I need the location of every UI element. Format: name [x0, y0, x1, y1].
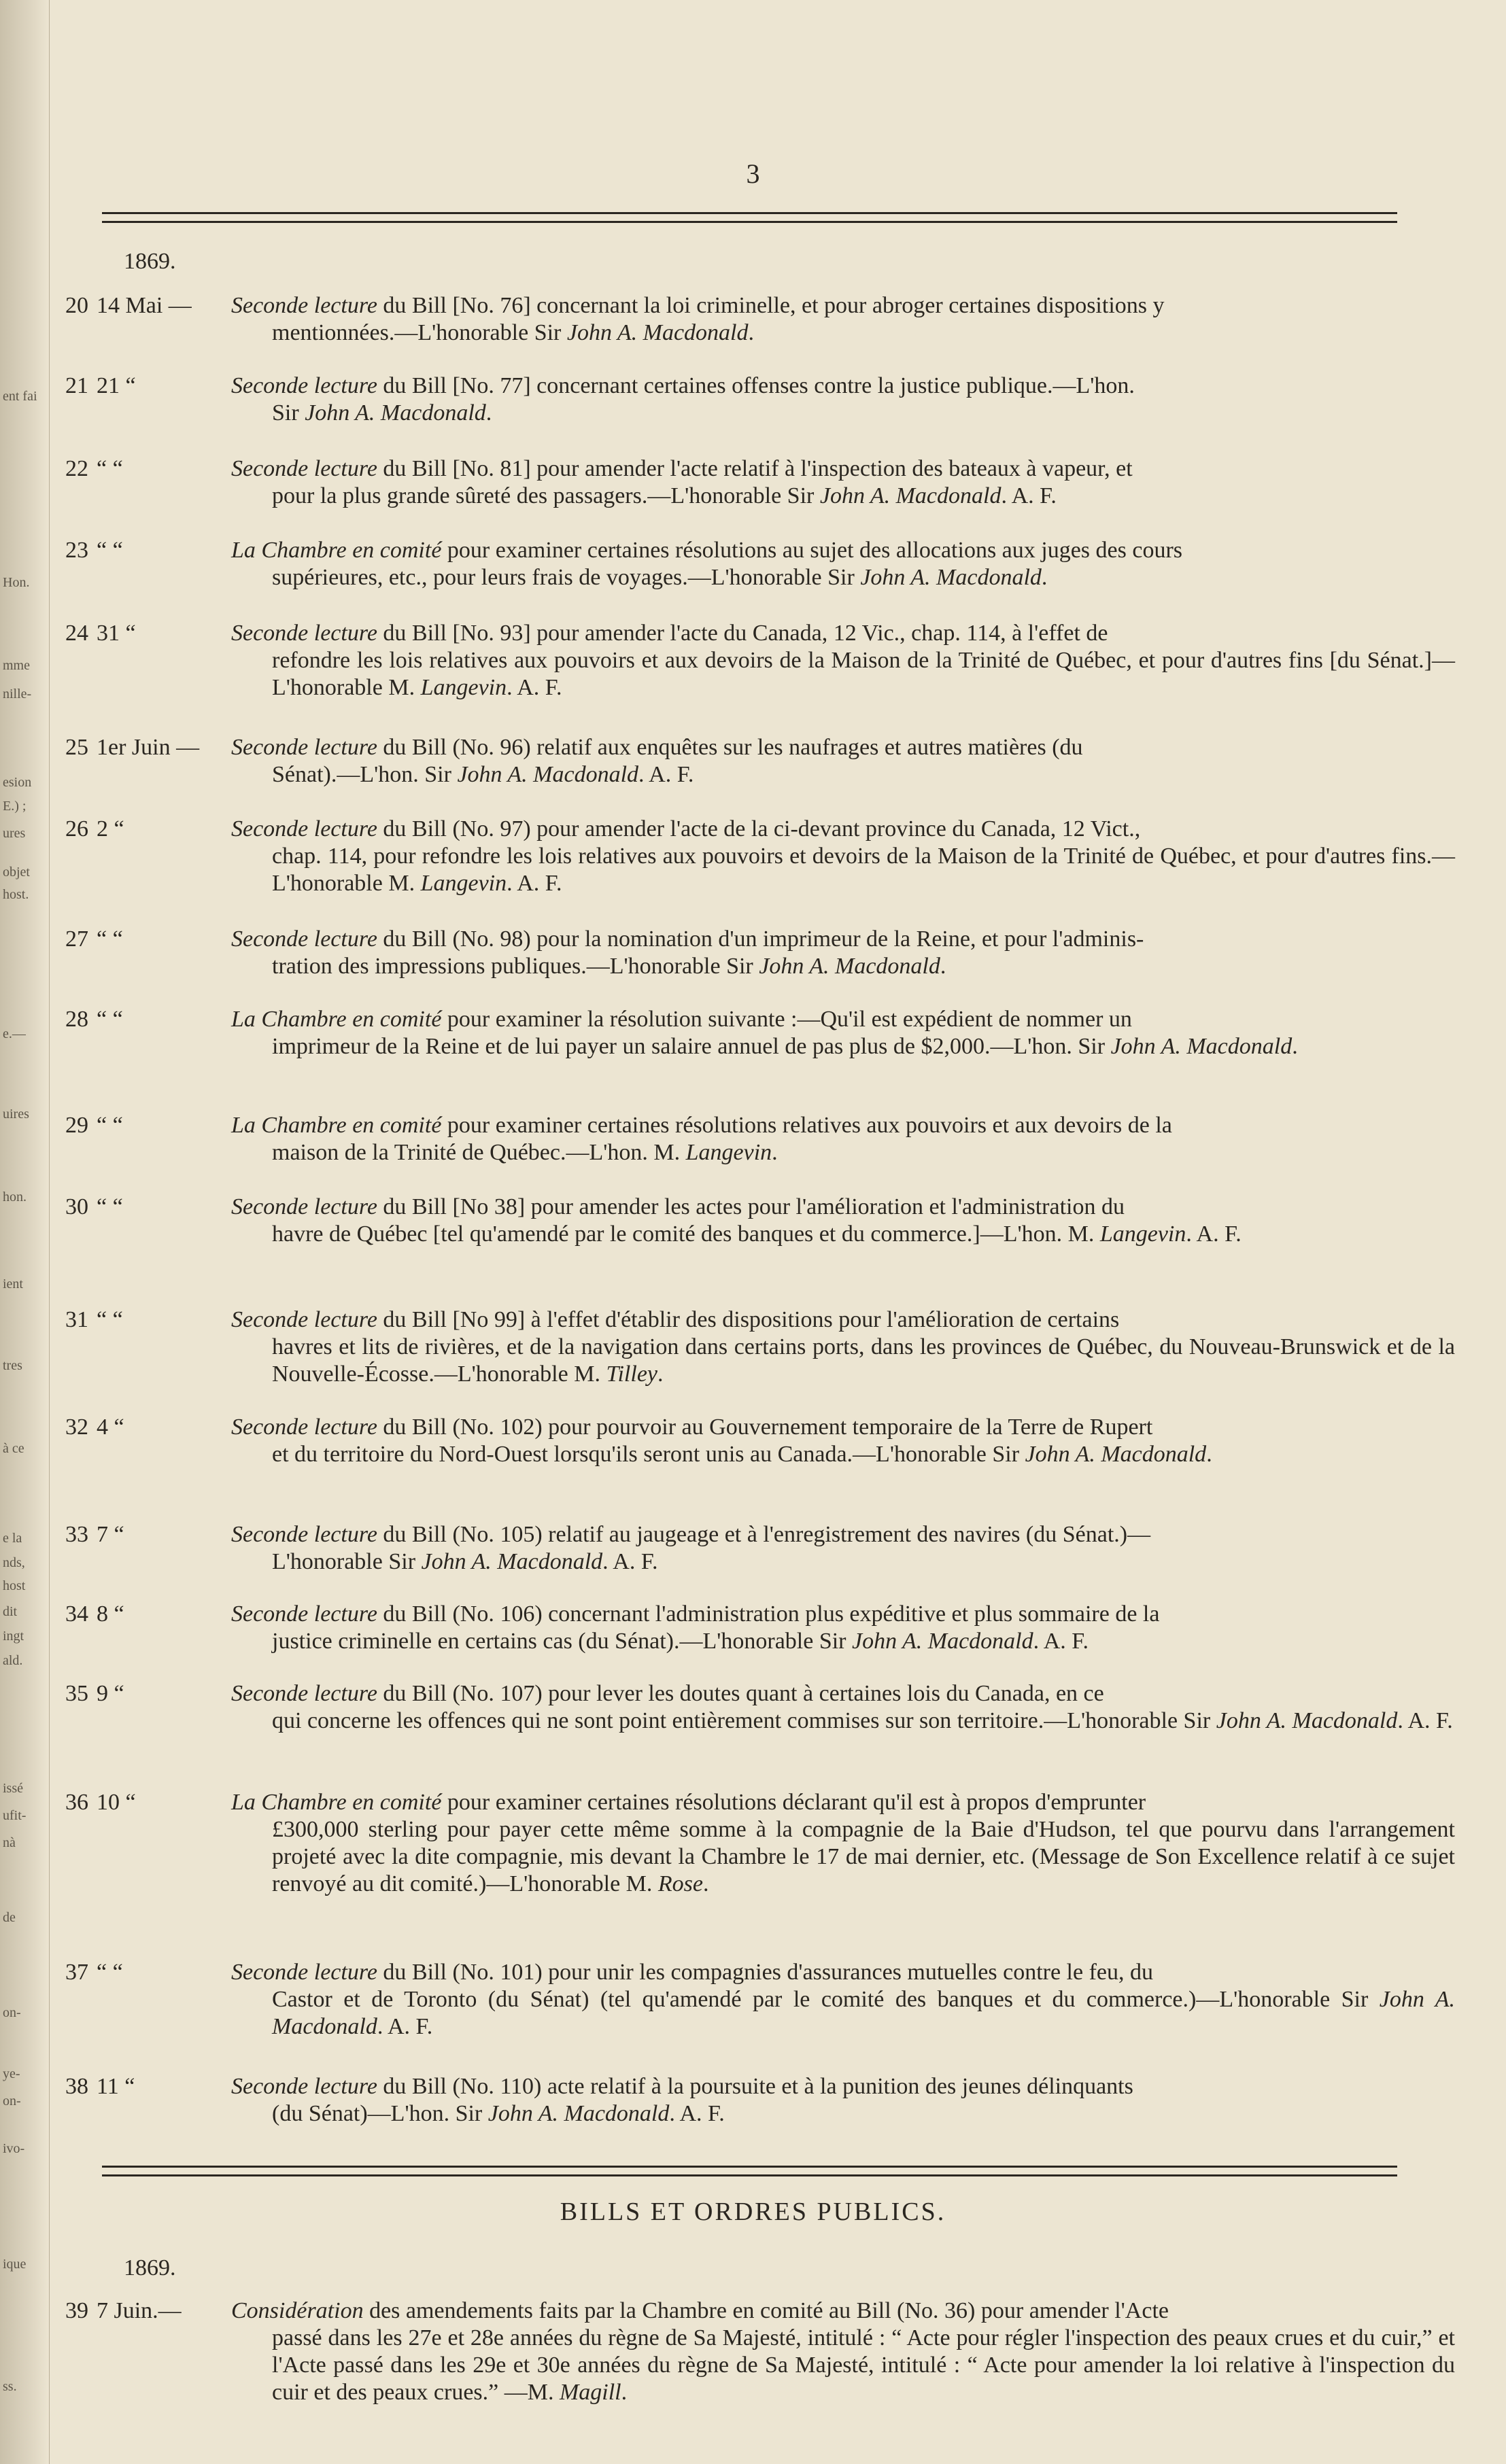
entry-date: “ “ — [97, 1960, 123, 1985]
entry-line-rest: (du Sénat)—L'hon. Sir — [272, 2101, 488, 2126]
entry-tail: . — [657, 1361, 664, 1387]
entry-lead: La Chambre en comité — [231, 1113, 442, 1138]
entry-lead: Seconde lecture — [231, 293, 377, 318]
entry-date: 10 “ — [97, 1790, 136, 1815]
entry-number: 21 — [65, 373, 88, 398]
entry-number: 22 — [65, 456, 88, 481]
gutter-fragment: ique — [3, 2257, 27, 2272]
entry-tail: . A. F. — [638, 762, 694, 787]
entry-lead: Seconde lecture — [231, 373, 377, 398]
entry-member-name: Langevin — [685, 1140, 772, 1165]
entry-date: 2 “ — [97, 816, 124, 841]
entry-date: “ “ — [97, 926, 123, 952]
entry-member-name: Rose — [657, 1871, 703, 1896]
entry-lead: Seconde lecture — [231, 456, 377, 481]
entry-line-rest: tration des impressions publiques.—L'honorable Sir — [272, 954, 759, 979]
section-year-heading: 1869. — [124, 2255, 176, 2280]
entry-number: 26 — [65, 816, 88, 841]
entry-member-name: John A. Macdonald — [1110, 1034, 1293, 1059]
entry-tail: . — [940, 954, 946, 979]
entry-tail: . A. F. — [377, 2014, 433, 2039]
entry-line-first: du Bill (No. 106) concernant l'administration plus expéditive et plus sommaire de la — [377, 1601, 1160, 1627]
section-title: BILLS ET ORDRES PUBLICS. — [560, 2198, 946, 2226]
entry-line-first: du Bill [No. 76] concernant la loi criminelle, et pour abroger certaines dispositions y — [377, 293, 1165, 318]
gutter-fragment: e.— — [3, 1026, 26, 1041]
entry-date: “ “ — [97, 1307, 123, 1332]
entry-line-first: du Bill (No. 97) pour amender l'acte de la ci-devant province du Canada, 12 Vict., — [377, 816, 1141, 841]
gutter-fragment: E.) ; — [3, 799, 27, 814]
entry-lead: La Chambre en comité — [231, 1790, 442, 1815]
binding-gutter — [0, 0, 50, 2464]
section-double-rule — [102, 2166, 1397, 2176]
gutter-fragment: hon. — [3, 1190, 27, 1204]
entry-tail: . A. F. — [507, 675, 562, 700]
gutter-fragment: tres — [3, 1358, 22, 1373]
entry-line-first: du Bill (No. 101) pour unir les compagnies d'assurances mutuelles contre le feu, du — [377, 1960, 1153, 1985]
entry-line-rest: £300,000 sterling pour payer cette même somme à la compagnie de la Baie d'Hudson, tel que pourvu dans l'arrangement projeté avec la dite compagnie, mis devant la Chambre le 17 de mai dernier, etc. (Message de Son Excellence relatif à ce sujet renvoyé au dit comité.)—L'honorable M. — [272, 1817, 1455, 1896]
entry-lead: Seconde lecture — [231, 1601, 377, 1627]
entry-date: 7 “ — [97, 1522, 124, 1547]
entry-date: “ “ — [97, 1194, 123, 1219]
entry-line-rest: pour la plus grande sûreté des passagers.—L'honorable Sir — [272, 483, 820, 508]
entry-tail: . A. F. — [669, 2101, 725, 2126]
gutter-fragment: e la — [3, 1531, 22, 1546]
entry-member-name: John A. Macdonald — [487, 2101, 670, 2126]
entry-text — [231, 292, 1455, 347]
entry-text — [231, 620, 1455, 701]
entry-line-first: du Bill (No. 102) pour pourvoir au Gouvernement temporaire de la Terre de Rupert — [377, 1415, 1153, 1440]
entry-number: 28 — [65, 1007, 88, 1032]
gutter-fragment: ures — [3, 826, 26, 841]
gutter-fragment: ye- — [3, 2066, 20, 2081]
entry-number: 39 — [65, 2298, 88, 2323]
entry-line-first: du Bill (No. 96) relatif aux enquêtes sur les naufrages et autres matières (du — [377, 735, 1083, 760]
entry-lead: Seconde lecture — [231, 1194, 377, 1219]
gutter-fragment: uires — [3, 1107, 29, 1122]
entry-number: 20 — [65, 293, 88, 318]
entry-lead: Seconde lecture — [231, 1681, 377, 1706]
gutter-fragment: on- — [3, 2005, 21, 2020]
entry-tail: . A. F. — [1001, 483, 1057, 508]
gutter-fragment: nds, — [3, 1555, 25, 1570]
gutter-fragment: dit — [3, 1604, 18, 1619]
entry-tail: . A. F. — [1397, 1708, 1453, 1733]
gutter-fragment: on- — [3, 2094, 21, 2109]
gutter-fragment: Hon. — [3, 575, 30, 590]
entry-line-rest: chap. 114, pour refondre les lois relatives aux pouvoirs et devoirs de la Maison de la Trinité de Québec, et pour d'autres fins.—L'honorable M. — [272, 844, 1455, 896]
entry-line-rest: justice criminelle en certains cas (du Sénat).—L'honorable Sir — [272, 1629, 853, 1654]
entry-number: 34 — [65, 1601, 88, 1627]
entry-lead: Seconde lecture — [231, 735, 377, 760]
entry-line-first: du Bill (No. 107) pour lever les doutes quant à certaines lois du Canada, en ce — [377, 1681, 1104, 1706]
entry-member-name: Langevin — [1099, 1221, 1186, 1247]
entry-lead: Seconde lecture — [231, 2074, 377, 2099]
entry-text — [231, 1414, 1455, 1468]
entry-number: 35 — [65, 1681, 88, 1706]
entry-lead: Seconde lecture — [231, 1415, 377, 1440]
entry-text — [231, 372, 1455, 427]
entry-text — [231, 1521, 1455, 1576]
entry-line-first: des amendements faits par la Chambre en comité au Bill (No. 36) pour amender l'Acte — [363, 2298, 1169, 2323]
entry-tail: . A. F. — [1186, 1221, 1242, 1247]
entry-line-rest: havre de Québec [tel qu'amendé par le comité des banques et du commerce.]—L'hon. M. — [272, 1221, 1100, 1247]
top-double-rule — [102, 212, 1397, 223]
entry-line-rest: supérieures, etc., pour leurs frais de voyages.—L'honorable Sir — [272, 565, 861, 590]
entry-lead: Seconde lecture — [231, 926, 377, 952]
entry-line-first: du Bill [No 38] pour amender les actes pour l'amélioration et l'administration du — [377, 1194, 1125, 1219]
entry-member-name: John A. Macdonald — [860, 565, 1042, 590]
gutter-fragment: host. — [3, 887, 29, 902]
entry-line-rest: Castor et de Toronto (du Sénat) (tel qu'amendé par le comité des banques et du commerce.)—L'honorable Sir — [272, 1987, 1380, 2012]
entry-lead: Seconde lecture — [231, 816, 377, 841]
gutter-fragment: mme — [3, 658, 30, 673]
entry-tail: . A. F. — [1033, 1629, 1089, 1654]
entry-tail: . — [748, 320, 754, 345]
entry-number: 32 — [65, 1415, 88, 1440]
gutter-fragment: ient — [3, 1277, 23, 1291]
entry-line-rest: passé dans les 27e et 28e années du règne de Sa Majesté, intitulé : “ Acte pour régler l'inspection des peaux crues et du cuir,” et l'Acte passé dans les 29e et 30e années du règne de Sa Majesté, intitulé : “ Acte pour amender la loi relative à l'inspection du cuir et des peaux crues.” —M. — [272, 2325, 1455, 2405]
entry-number: 31 — [65, 1307, 88, 1332]
entry-tail: . A. F. — [602, 1549, 658, 1574]
entry-number: 29 — [65, 1113, 88, 1138]
entry-text — [231, 1601, 1455, 1655]
entry-line-rest: maison de la Trinité de Québec.—L'hon. M. — [272, 1140, 686, 1165]
entry-line-first: du Bill (No. 105) relatif au jaugeage et à l'enregistrement des navires (du Sénat.)— — [377, 1522, 1151, 1547]
entry-line-first: du Bill (No. 98) pour la nomination d'un imprimeur de la Reine, et pour l'adminis- — [377, 926, 1144, 952]
entry-tail: . — [621, 2380, 628, 2405]
entry-text — [231, 1194, 1455, 1248]
entry-line-first: du Bill [No. 77] concernant certaines offenses contre la justice publique.—L'hon. — [377, 373, 1135, 398]
entry-number: 25 — [65, 735, 88, 760]
entry-line-first: du Bill (No. 110) acte relatif à la poursuite et à la punition des jeunes délinquants — [377, 2074, 1133, 2099]
gutter-fragment: issé — [3, 1781, 23, 1796]
entry-date: 11 “ — [97, 2074, 135, 2099]
entry-text — [231, 455, 1455, 510]
gutter-fragment: à ce — [3, 1441, 24, 1456]
entry-lead: Seconde lecture — [231, 621, 377, 646]
entry-member-name: Langevin — [420, 871, 507, 896]
entry-lead: La Chambre en comité — [231, 1007, 442, 1032]
gutter-fragment: host — [3, 1578, 26, 1593]
entry-line-first: pour examiner la résolution suivante :—Qu'il est expédient de nommer un — [441, 1007, 1132, 1032]
entry-number: 27 — [65, 926, 88, 952]
entry-line-rest: havres et lits de rivières, et de la navigation dans certains ports, dans les provinces de Québec, du Nouveau-Brunswick et de la Nouvelle-Écosse.—L'honorable M. — [272, 1334, 1455, 1387]
year-heading: 1869. — [124, 249, 176, 274]
entry-tail: . — [1292, 1034, 1298, 1059]
entry-text — [231, 1789, 1455, 1898]
entry-line-rest: L'honorable Sir — [272, 1549, 422, 1574]
entry-number: 24 — [65, 621, 88, 646]
entry-member-name: John A. Macdonald — [272, 1987, 1455, 2039]
entry-tail: . — [1206, 1442, 1212, 1467]
entry-line-first: du Bill [No. 93] pour amender l'acte du Canada, 12 Vic., chap. 114, à l'effet de — [377, 621, 1108, 646]
entry-line-first: pour examiner certaines résolutions déclarant qu'il est à propos d'emprunter — [441, 1790, 1146, 1815]
entry-date: “ “ — [97, 1007, 123, 1032]
entry-date: 4 “ — [97, 1415, 124, 1440]
gutter-fragment: de — [3, 1910, 16, 1925]
entry-lead: Considération — [231, 2298, 364, 2323]
entry-line-rest: Sir — [272, 400, 305, 426]
entry-line-rest: refondre les lois relatives aux pouvoirs et aux devoirs de la Maison de la Trinité de Québec, et pour d'autres fins [du Sénat.]—L'honorable M. — [272, 648, 1455, 700]
entry-text — [231, 816, 1455, 897]
entry-tail: . — [1041, 565, 1048, 590]
entry-number: 33 — [65, 1522, 88, 1547]
gutter-fragment: nille- — [3, 687, 32, 701]
gutter-fragment: nà — [3, 1835, 16, 1850]
entry-text — [231, 1306, 1455, 1388]
entry-date: 8 “ — [97, 1601, 124, 1627]
entry-date: “ “ — [97, 538, 123, 563]
entry-tail: . — [703, 1871, 709, 1896]
entry-date: 14 Mai — — [97, 293, 192, 318]
entry-number: 38 — [65, 2074, 88, 2099]
entry-text — [231, 1680, 1455, 1735]
entry-text — [231, 1959, 1455, 2041]
entry-line-first: du Bill [No. 81] pour amender l'acte relatif à l'inspection des bateaux à vapeur, et — [377, 456, 1133, 481]
entry-member-name: Tilley — [606, 1361, 658, 1387]
gutter-fragment: ingt — [3, 1629, 24, 1644]
entry-number: 23 — [65, 538, 88, 563]
entry-text — [231, 734, 1455, 788]
entry-tail: . A. F. — [507, 871, 562, 896]
entry-number: 36 — [65, 1790, 88, 1815]
entry-text — [231, 2073, 1455, 2128]
entry-lead: La Chambre en comité — [231, 538, 442, 563]
entry-lead: Seconde lecture — [231, 1522, 377, 1547]
entry-line-rest: imprimeur de la Reine et de lui payer un salaire annuel de pas plus de $2,000.—L'hon. Sir — [272, 1034, 1111, 1059]
entry-date: 9 “ — [97, 1681, 124, 1706]
entry-text — [231, 926, 1455, 980]
entry-tail: . — [485, 400, 492, 426]
entry-text — [231, 2297, 1455, 2406]
entry-line-rest: qui concerne les offences qui ne sont point entièrement commises sur son territoire.—L'honorable Sir — [272, 1708, 1216, 1733]
entry-text — [231, 1006, 1455, 1060]
entry-member-name: John A. Macdonald — [852, 1629, 1033, 1654]
gutter-fragment: objet — [3, 865, 30, 880]
entry-member-name: John A. Macdonald — [421, 1549, 603, 1574]
entry-date: 1er Juin — — [97, 735, 200, 760]
entry-member-name: John A. Macdonald — [1216, 1708, 1398, 1733]
gutter-fragment: ufit- — [3, 1808, 27, 1823]
entry-member-name: John A. Macdonald — [759, 954, 940, 979]
entry-member-name: John A. Macdonald — [566, 320, 749, 345]
entry-text — [231, 1112, 1455, 1166]
entry-line-rest: et du territoire du Nord-Ouest lorsqu'ils seront unis au Canada.—L'honorable Sir — [272, 1442, 1025, 1467]
gutter-fragment: ent fai — [3, 389, 37, 404]
entry-text — [231, 537, 1455, 591]
entry-member-name: Langevin — [420, 675, 507, 700]
entry-date: 31 “ — [97, 621, 136, 646]
entry-number: 37 — [65, 1960, 88, 1985]
entry-member-name: Magill — [559, 2380, 621, 2405]
gutter-fragment: ivo- — [3, 2141, 25, 2156]
page-number: 3 — [746, 158, 760, 189]
entry-line-first: pour examiner certaines résolutions relatives aux pouvoirs et aux devoirs de la — [441, 1113, 1172, 1138]
entry-date: “ “ — [97, 1113, 123, 1138]
entry-line-rest: Sénat).—L'hon. Sir — [272, 762, 458, 787]
entry-date: “ “ — [97, 456, 123, 481]
entry-date: 21 “ — [97, 373, 136, 398]
entry-member-name: John A. Macdonald — [1025, 1442, 1207, 1467]
entry-lead: Seconde lecture — [231, 1307, 377, 1332]
entry-lead: Seconde lecture — [231, 1960, 377, 1985]
entry-line-first: du Bill [No 99] à l'effet d'établir des dispositions pour l'amélioration de certains — [377, 1307, 1120, 1332]
gutter-fragment: esion — [3, 775, 32, 790]
entry-line-rest: mentionnées.—L'honorable Sir — [272, 320, 567, 345]
gutter-fragment: ald. — [3, 1653, 23, 1668]
entry-date: 7 Juin.— — [97, 2298, 182, 2323]
entry-line-first: pour examiner certaines résolutions au sujet des allocations aux juges des cours — [441, 538, 1182, 563]
entry-tail: . — [772, 1140, 778, 1165]
gutter-fragment: ss. — [3, 2379, 17, 2394]
entry-member-name: John A. Macdonald — [457, 762, 639, 787]
entry-member-name: John A. Macdonald — [305, 400, 486, 426]
entry-number: 30 — [65, 1194, 88, 1219]
entry-member-name: John A. Macdonald — [819, 483, 1002, 508]
